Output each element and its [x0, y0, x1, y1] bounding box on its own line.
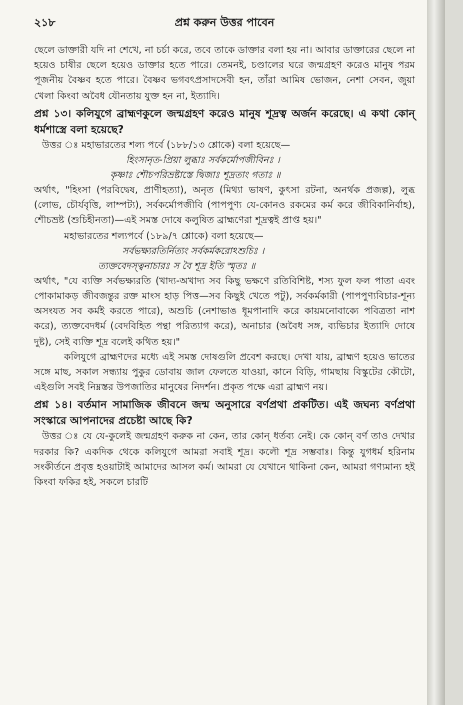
question-13: প্রশ্ন ১৩। কলিযুগে ব্রাহ্মণকুলে জন্মগ্রহণ করেও মানুষ শূদ্রত্ব অর্জন করেছে। এ কথা কোন্ ধর্মশাস্ত্রে বলা হয়েছে?	[34, 107, 415, 136]
verse-line: কৃষ্ণাঃ শৌচপরিভ্রষ্টাস্তে দ্বিজাঃ শূদ্রতাং গতাঃ ॥	[110, 170, 281, 182]
answer-14: উত্তর ঃ যে যে-কুলেই জন্মগ্রহণ করুক না কেন, তার কোন্ ধর্তব্য নেই। কে কোন্ বর্ণ তাও দেখার দরকার কি? একদিক থেকে কলিযুগে আমরা সবাই শূদ্র। কলৌ শূদ্র সম্ভবাঃ। কিন্তু যুগধর্ম হরিনাম সংকীর্তনে প্রবৃত্ত হওয়াটাই আমাদের আসল কর্ম। আমরা যে যেখানে থাকিনা কেন, আমরা গণ্যমান্য হই কিংবা ফকির হই, সকলে চারটি	[34, 431, 415, 489]
running-title: প্রশ্ন করুন উত্তর পাবেন	[174, 16, 275, 29]
verse-line: হিংসানৃত-প্রিয়া লুব্ধাঃ সর্বকর্মোপজীবিনঃ ।	[126, 155, 280, 167]
paragraph: অর্থাৎ, "যে ব্যক্তি সর্বভক্ষ্যরতি (খাদ্য-অখাদ্য সব কিছু ভক্ষণে রতিবিশিষ্ট, শস্য ফুল ফল পাতা এবং পোকামাকড় জীবজন্তুর রক্ত মাংস হাড় পিত্ত—সব কিছুই খেতে পটু), সর্বকর্মকারী (পাপপুণ্যবিচার-শূন্য অসংযত সব কর্মই করতে পারে), অশুচি (নেশাভাঙ ধূমপানাদি করে কায়মনোবাক্যে পবিত্রতা নাশ করে), ত্যক্তবেদধর্ম (বেদবিহিত পন্থা পরিত্যাগ করে), অনাচার (অবৈধ সঙ্গ, ব্যভিচার ইত্যাদি দোষে দুষ্ট), সেই ব্যক্তি শূদ্র বলেই কথিত হয়।"	[34, 275, 415, 348]
book-gutter-shadow	[427, 0, 445, 705]
paragraph: মহাভারতের শল্যপর্বে (১৮৯/৭ শ্লোকে) বলা হয়েছে—	[64, 230, 264, 242]
verse-line: সর্বভক্ষ্যরতির্নিত্যং সর্বকর্মকরোঽশুচিঃ ।	[122, 245, 265, 257]
paragraph: ছেলে ডাক্তারী যদি না শেখে, না চর্চা করে, তবে তাকে ডাক্তার বলা হয় না। আবার ডাক্তারের ছেলে না হয়েও চাষীর ছেলে হয়েও ডাক্তার হতে পারে। তেমনই, চণ্ডালের ঘরে জন্মগ্রহণ করেও মানুষ পরম পূজনীয় বৈষ্ণব হতে পারে। বৈষ্ণব ভগবৎপ্রসাদসেবী হন, তাঁরা আমিষ ভোজন, নেশা সেবন, জুয়া খেলা কিংবা অবৈধ যৌনতায় যুক্ত হন না, ইত্যাদি।	[34, 45, 415, 102]
question-14: প্রশ্ন ১৪। বর্তমান সামাজিক জীবনে জন্ম অনুসারে বর্ণপ্রথা প্রকটিত। এই জঘন্য বর্ণপ্রথা সংস্কারে আপনাদের প্রচেষ্টা আছে কি?	[34, 399, 415, 428]
paragraph: অর্থাৎ, "হিংসা (পরবিদ্বেষ, প্রাণীহত্যা), অনৃত (মিথ্যা ভাষণ, কুৎসা রটনা, অনর্থক প্রজল্প), লুব্ধ (লোভ, চৌর্যবৃত্তি, লাম্পট্য), সর্বকর্মোপজীবি (পাপপুণ্য যে-কোনও রকমের কর্ম করে জীবিকানির্বাহ), শৌচভ্রষ্ট (শুচিহীনতা)—এই সমস্ত দোষে কলুষিত ব্রাহ্মণেরা শূদ্রত্বই প্রাপ্ত হয়।"	[34, 185, 415, 227]
page-number: ২১৮	[34, 16, 56, 29]
verse-line: ত্যক্তবেদস্ত্বনাচারঃ স বৈ শূদ্র ইতি স্মৃতঃ ॥	[98, 260, 256, 272]
page-header	[34, 14, 415, 33]
paragraph: কলিযুগে ব্রাহ্মণদের মধ্যে এই সমস্ত দোষগুলি প্রবেশ করছে। দেখা যায়, ব্রাহ্মণ হয়েও ভাতের সঙ্গে মাছ, সকাল সন্ধ্যায় পুকুর ডোবায় জাল ফেলতে যাওয়া, কানে বিড়ি, গামছায় বিস্কুটের কৌটো, এইগুলি সবই নিম্নস্তর উপজাতির মানুষের নিদর্শন। প্রকৃত পক্ষে এরা ব্রাহ্মণ নয়।	[34, 351, 415, 394]
answer-13-intro: উত্তর ঃ মহাভারতের শল্য পর্বে (১৮৮/১৩ শ্লোকে) বলা হয়েছে—	[42, 139, 291, 151]
